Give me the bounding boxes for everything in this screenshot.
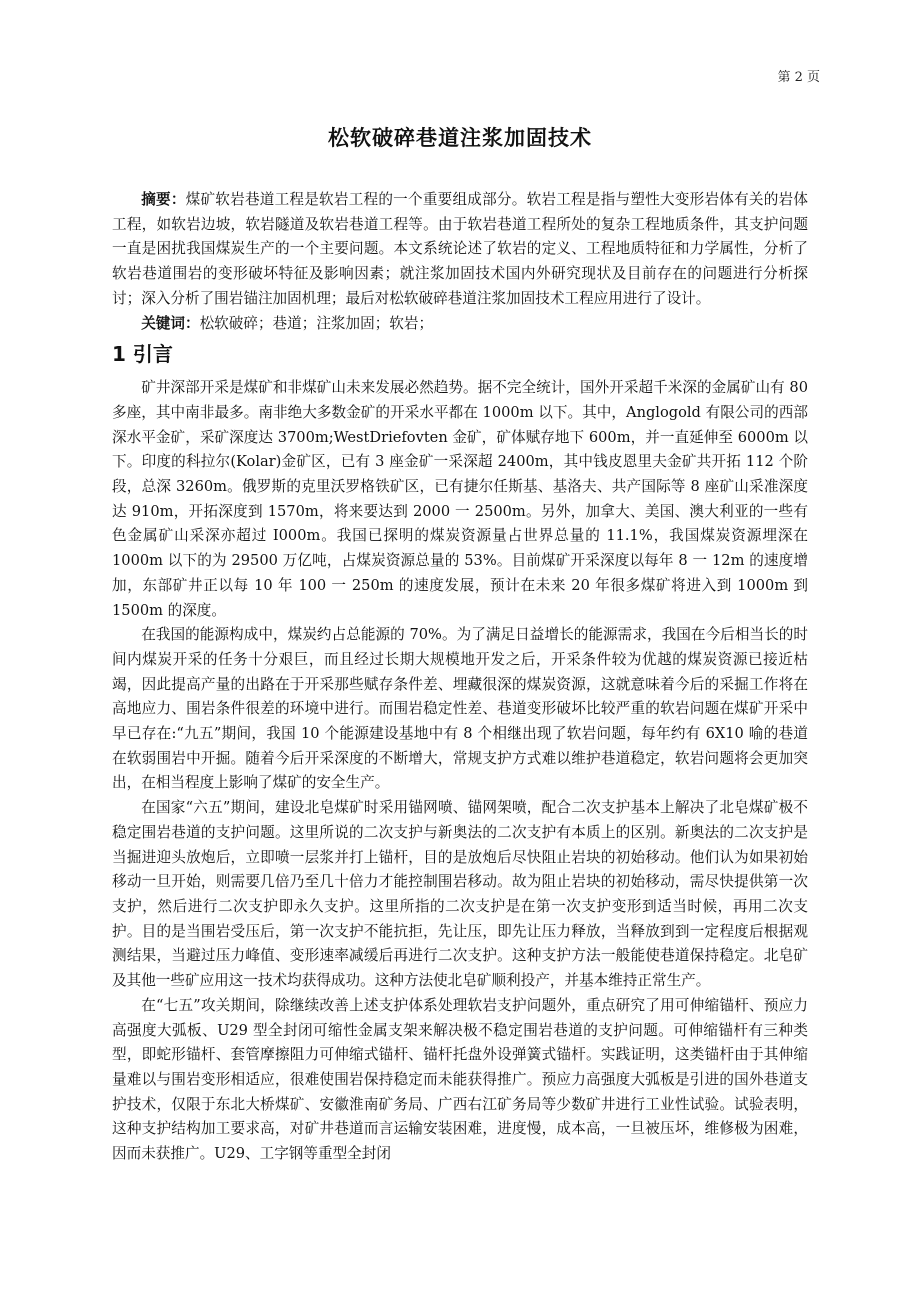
abstract-text: 煤矿软岩巷道工程是软岩工程的一个重要组成部分。软岩工程是指与塑性大变形岩体有关的岩体工程，如软岩边坡，软岩隧道及软岩巷道工程等。由于软岩巷道工程所处的复杂工程地质条件，其支护问题一直是困扰我国煤炭生产的一个主要问题。本文系统论述了软岩的定义、工程地质特征和力学属性，分析了软岩巷道围岩的变形破坏特征及影响因素；就注浆加固技术国内外研究现状及目前存在的问题进行分析探讨；深入分析了围岩锚注加固机理；最后对松软破碎巷道注浆加固技术工程应用进行了设计。 — [112, 191, 808, 307]
section-heading: 1 引言 — [112, 342, 173, 367]
body-paragraph: 矿井深部开采是煤矿和非煤矿山未来发展必然趋势。据不完全统计，国外开采超千米深的金属矿山有 80 多座，其中南非最多。南非绝大多数金矿的开采水平都在 1000m 以下。其中，Anglogold 有限公司的西部深水平金矿，采矿深度达 3700m;WestDriefovten 金矿，矿体赋存地下 600m，并一直延伸至 6000m 以下。印度的科拉尔(Kolar)金矿区，已有 3 座金矿一采深超 2400m，其中钱皮恩里夫金矿共开拓 112 个阶段，总深 3260m。俄罗斯的克里沃罗格铁矿区，已有捷尔任斯基、基洛夫、共产国际等 8 座矿山采准深度达 910m，开拓深度到 1570m，将来要达到 2000 一 2500m。另外，加拿大、美国、澳大利亚的一些有色金属矿山采深亦超过 I000m。我国已探明的煤炭资源量占世界总量的 11.1%，我国煤炭资源埋深在 1000m 以下的为 29500 万亿吨，占煤炭资源总量的 53%。目前煤矿开采深度以每年 8 一 12m 的速度增加，东部矿井正以每 10 年 100 一 250m 的速度发展，预计在未来 20 年很多煤矿将进入到 1000m 到 1500m 的深度。 — [112, 379, 808, 619]
abstract-label: 摘要： — [141, 191, 186, 208]
body-paragraph: 在我国的能源构成中，煤炭约占总能源的 70%。为了满足日益增长的能源需求，我国在今后相当长的时间内煤炭开采的任务十分艰巨，而且经过长期大规模地开发之后，开采条件较为优越的煤炭资源已接近枯竭，因此提高产量的出路在于开采那些赋存条件差、埋藏很深的煤炭资源，这就意味着今后的采掘工作将在高地应力、围岩条件很差的环境中进行。而围岩稳定性差、巷道变形破坏比较严重的软岩问题在煤矿开采中早已存在:“九五”期间，我国 10 个能源建设基地中有 8 个相继出现了软岩问题，每年约有 6X10 喻的巷道在软弱围岩中开掘。随着今后开采深度的不断增大，常规支护方式难以维护巷道稳定，软岩问题将会更加突出，在相当程度上影响了煤矿的安全生产。 — [112, 626, 808, 792]
keywords-label: 关键词： — [141, 314, 200, 332]
body-paragraph: 在国家“六五”期间，建设北皂煤矿时采用锚网喷、锚网架喷，配合二次支护基本上解决了北皂煤矿极不稳定围岩巷道的支护问题。这里所说的二次支护与新奥法的二次支护有本质上的区别。新奥法的二次支护是当掘进迎头放炮后，立即喷一层浆并打上锚杆，目的是放炮后尽快阻止岩块的初始移动。他们认为如果初始移动一旦开始，则需要几倍乃至几十倍力才能控制围岩移动。故为阻止岩块的初始移动，需尽快提供第一次支护，然后进行二次支护即永久支护。这里所指的二次支护是在第一次支护变形到适当时候，再用二次支护。目的是当围岩受压后，第一次支护不能抗拒，先让压，即先让压力释放，当释放到到一定程度后根据观测结果，当避过压力峰值、变形速率减缓后再进行二次支护。这种支护方法一般能使巷道保持稳定。北皂矿及其他一些矿应用这一技术均获得成功。这种方法使北皂矿顺利投产，并基本维持正常生产。 — [112, 799, 808, 990]
abstract-paragraph — [112, 188, 808, 312]
page-number: 第 2 页 — [777, 70, 820, 85]
keywords-text: 松软破碎；巷道；注浆加固；软岩； — [199, 314, 434, 332]
body-paragraph: 在“七五”攻关期间，除继续改善上述支护体系处理软岩支护问题外，重点研究了用可伸缩锚杆、预应力高强度大弧板、U29 型全封闭可缩性金属支架来解决极不稳定围岩巷道的支护问题。可伸缩锚杆有三种类型，即蛇形锚杆、套管摩擦阻力可伸缩式锚杆、锚杆托盘外设弹簧式锚杆。实践证明，这类锚杆由于其伸缩量难以与围岩变形相适应，很难使围岩保持稳定而未能获得推广。预应力高强度大弧板是引进的国外巷道支护技术，仅限于东北大桥煤矿、安徽淮南矿务局、广西右江矿务局等少数矿井进行工业性试验。试验表明，这种支护结构加工要求高，对矿井巷道而言运输安装困难，进度慢，成本高，一旦被压坏，维修极为困难，因而未获推广。U29、工字钢等重型全封闭 — [112, 996, 808, 1163]
keywords-paragraph — [112, 312, 808, 337]
document-title: 松软破碎巷道注浆加固技术 — [328, 126, 592, 150]
document-body — [112, 188, 808, 1167]
